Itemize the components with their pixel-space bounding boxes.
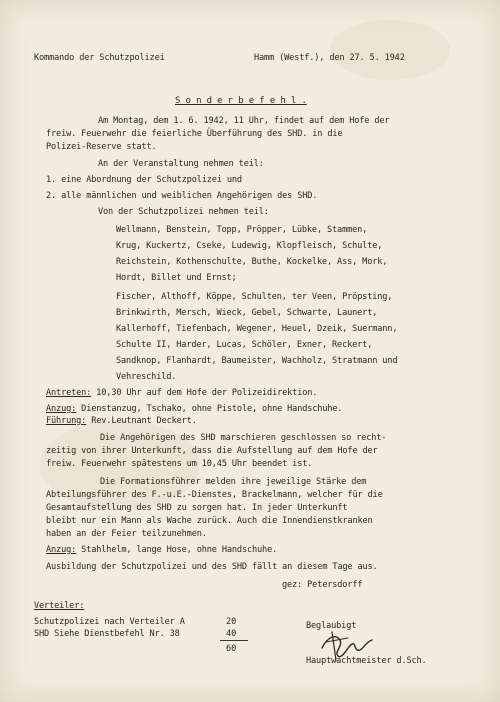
anzug-label: Anzug: (46, 404, 77, 414)
names-line: Hordt, Billet und Ernst; (116, 273, 237, 283)
distribution-count: 20 (226, 617, 237, 627)
intro-line: freiw. Feuerwehr die feierliche Überführung des SHD. in die (46, 129, 343, 139)
fuehrung-label: Führung: (46, 416, 87, 426)
names-line: Wellmann, Benstein, Topp, Pröpper, Lübke, Stammen, (116, 225, 368, 235)
antreten-text: 10,30 Uhr auf dem Hofe der Polizeidirektion. (91, 388, 318, 398)
antreten-label: Antreten: (46, 388, 92, 398)
fuehrung-text: Rev.Leutnant Deckert. (86, 416, 197, 426)
names-line: Kallerhoff, Tiefenbach, Wegener, Heuel, Dzeik, Suermann, (116, 324, 398, 334)
anzug-text: Stahlhelm, lange Hose, ohne Handschuhe. (76, 545, 278, 555)
names-line: Brinkwirth, Mersch, Wieck, Gebel, Schwarte, Launert, (116, 308, 378, 318)
names-line: Schulte II, Harder, Lucas, Schöler, Exner, Reckert, (116, 340, 373, 350)
certification-label: Beglaubigt (306, 621, 357, 631)
antreten-line (46, 388, 317, 398)
names-line: Reichstein, Kothenschulte, Buthe, Kockelke, Ass, Mork, (116, 257, 388, 267)
police-heading: Von der Schutzpolizei nehmen teil: (98, 207, 269, 217)
names-line: Fischer, Althoff, Köppe, Schulten, ter Veen, Pröpsting, (116, 292, 393, 302)
fuehrung-line (46, 416, 197, 426)
formation-line: Gesamtaufstellung des SHD zu sorgen hat. In jeder Unterkunft (46, 503, 348, 513)
intro-line: Am Montag, dem 1. 6. 1942, 11 Uhr, findet auf dem Hofe der (98, 116, 390, 126)
anzug-text: Dienstanzug, Tschako, ohne Pistole, ohne Handschuhe. (76, 404, 343, 414)
formation-line: haben an der Feier teilzunehmen. (46, 529, 207, 539)
names-line: Sandknop, Flanhardt, Baumeister, Wachholz, Stratmann und (116, 356, 398, 366)
anzug-line (46, 404, 342, 414)
intro-line: Polizei-Reserve statt. (46, 142, 157, 152)
distribution-line: SHD Siehe Dienstbefehl Nr. 38 (34, 629, 180, 639)
shd-line: Die Angehörigen des SHD marschieren geschlossen so recht- (100, 433, 387, 443)
shd-line: freiw. Feuerwehr spätestens um 10,45 Uhr beendet ist. (46, 459, 313, 469)
participant-item: 2. alle männlichen und weiblichen Angehörigen des SHD. (46, 191, 318, 201)
certification-signer: Hauptwachtmeister d.Sch. (306, 656, 427, 666)
distribution-total: 60 (226, 644, 237, 654)
anzug-line (46, 545, 277, 555)
participant-item: 1. eine Abordnung der Schutzpolizei und (46, 175, 242, 185)
anzug-label: Anzug: (46, 545, 77, 555)
shd-line: zeitig von ihrer Unterkunft, dass die Aufstellung auf dem Hofe der (46, 446, 378, 456)
formation-line: bleibt nur ein Mann als Wache zurück. Auch die Innendienstkranken (46, 516, 373, 526)
sum-line (220, 640, 248, 641)
place-date: Hamm (Westf.), den 27. 5. 1942 (254, 53, 405, 63)
issuing-authority: Kommando der Schutzpolizei (34, 53, 165, 63)
distribution-count: 40 (226, 629, 237, 639)
participants-heading: An der Veranstaltung nehmen teil: (98, 159, 264, 169)
names-line: Krug, Kuckertz, Cseke, Ludewig, Klopfleisch, Schulte, (116, 241, 383, 251)
formation-line: Die Formationsführer melden ihre jeweilige Stärke dem (100, 477, 367, 487)
closing-line: Ausbildung der Schutzpolizei und des SHD fällt an diesem Tage aus. (46, 562, 378, 572)
names-line: Vehreschild. (116, 372, 177, 382)
paper-stain (330, 20, 450, 80)
formation-line: Abteilungsführer des F.-u.E.-Dienstes, Brackelmann, welcher für die (46, 490, 383, 500)
signed-by: gez: Petersdorff (282, 580, 363, 590)
document-title: S o n d e r b e f e h l . (175, 96, 307, 106)
distribution-heading: Verteiler: (34, 601, 85, 611)
distribution-line: Schutzpolizei nach Verteiler A (34, 617, 185, 627)
